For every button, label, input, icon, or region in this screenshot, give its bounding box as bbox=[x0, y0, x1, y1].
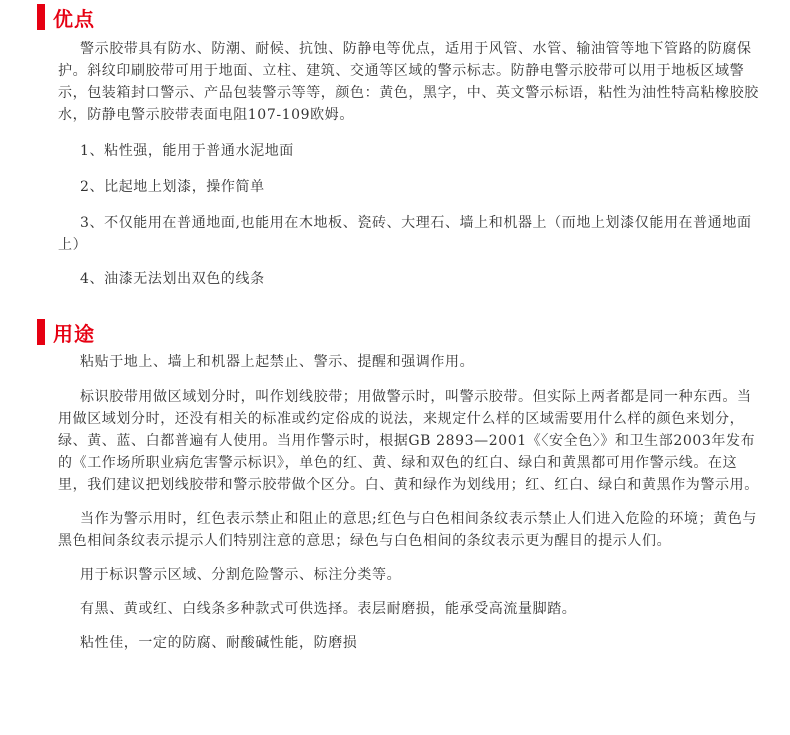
accent-bar bbox=[37, 319, 45, 345]
usage-title: 用途 bbox=[53, 321, 95, 346]
usage-header bbox=[0, 317, 790, 347]
advantages-section bbox=[0, 2, 790, 290]
usage-section bbox=[0, 317, 790, 654]
advantages-title: 优点 bbox=[53, 6, 95, 31]
usage-paragraph: 当作为警示用时，红色表示禁止和阻止的意思;红色与白色相间条纹表示禁止人们进入危险的环境；黄色与黑色相间条纹表示提示人们特别注意的意思；绿色与白色相间的条纹表示更为醒目的提示人们。 bbox=[58, 511, 757, 549]
usage-paragraph: 有黑、黄或红、白线条多种款式可供选择。表层耐磨损，能承受高流量脚踏。 bbox=[80, 601, 577, 617]
usage-paragraph: 用于标识警示区域、分割危险警示、标注分类等。 bbox=[80, 567, 402, 583]
usage-paragraph: 粘性佳，一定的防腐、耐酸碱性能，防磨损 bbox=[80, 635, 358, 651]
advantage-item: 4、油漆无法划出双色的线条 bbox=[80, 271, 265, 287]
accent-bar bbox=[37, 4, 45, 30]
advantages-header bbox=[0, 2, 790, 32]
usage-paragraph: 粘贴于地上、墙上和机器上起禁止、警示、提醒和强调作用。 bbox=[80, 354, 475, 370]
advantages-intro: 警示胶带具有防水、防潮、耐候、抗蚀、防静电等优点，适用于风管、水管、输油管等地下管路的防腐保护。斜纹印刷胶带可用于地面、立柱、建筑、交通等区域的警示标志。防静电警示胶带可以用于地板区域警示，包装箱封口警示、产品包装警示等等，颜色：黄色，黑字，中、英文警示标语，粘性为油性特高粘橡胶胶水，防静电警示胶带表面电阻107-109欧姆。 bbox=[58, 41, 759, 123]
usage-paragraph: 标识胶带用做区域划分时，叫作划线胶带；用做警示时，叫警示胶带。但实际上两者都是同一种东西。当用做区域划分时，还没有相关的标准或约定俗成的说法，来规定什么样的区域需要用什么样的颜色来划分，绿、黄、蓝、白都普遍有人使用。当用作警示时，根据GB 2893—2001《〈安全色〉》和卫生部2003年发布的《工作场所职业病危害警示标识》，单色的红、黄、绿和双色的红白、绿白和黄黑都可用作警示线。在这里，我们建议把划线胶带和警示胶带做个区分。白、黄和绿作为划线用；红、红白、绿白和黄黑作为警示用。 bbox=[58, 389, 759, 493]
advantage-item: 3、不仅能用在普通地面,也能用在木地板、瓷砖、大理石、墙上和机器上（而地上划漆仅能用在普通地面上） bbox=[58, 215, 752, 253]
advantage-item: 2、比起地上划漆，操作简单 bbox=[80, 179, 265, 195]
advantage-item: 1、粘性强，能用于普通水泥地面 bbox=[80, 143, 294, 159]
